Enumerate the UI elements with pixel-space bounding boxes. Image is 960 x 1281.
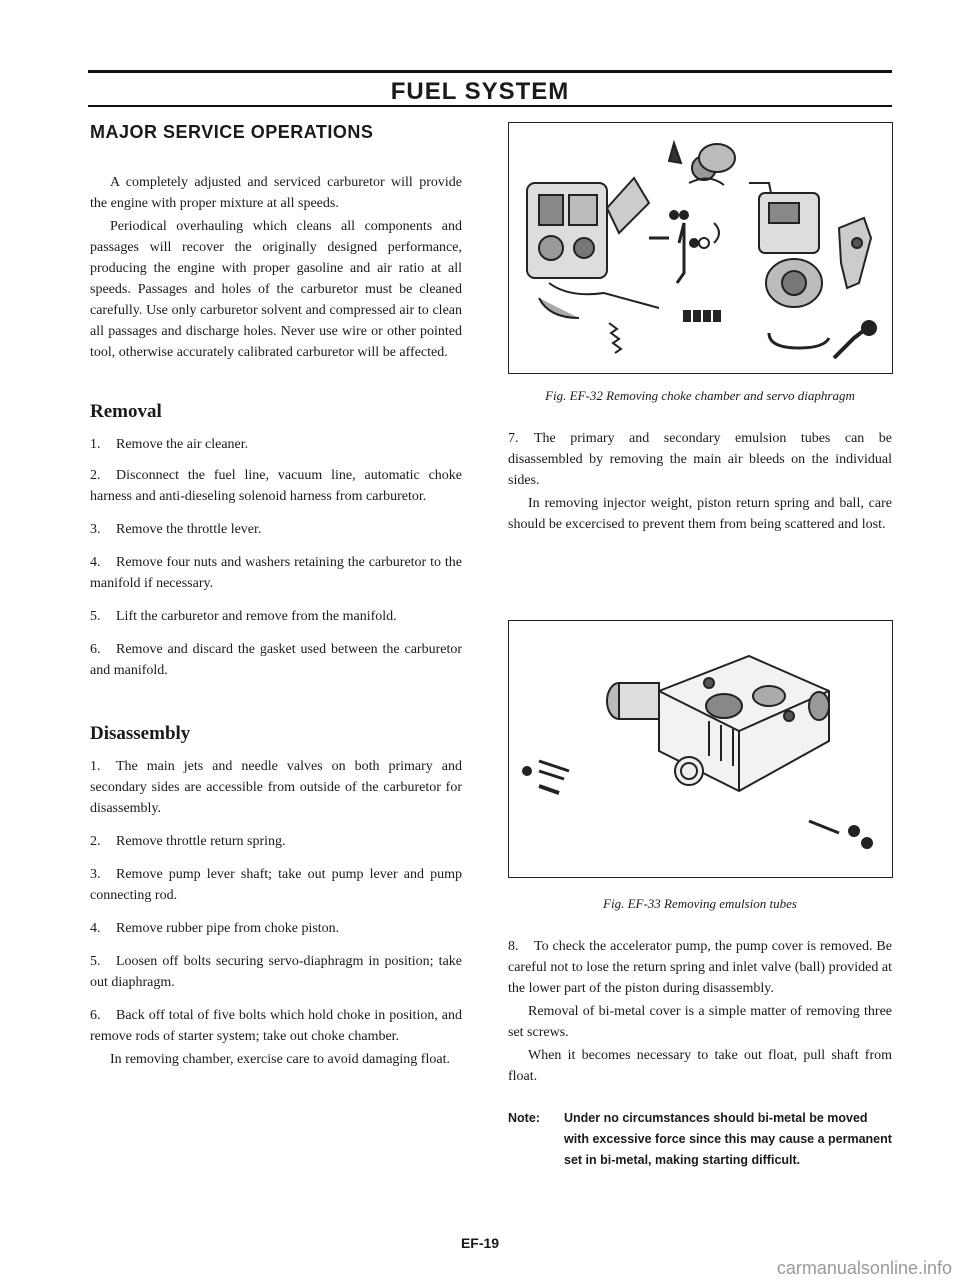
step-8-continued-2: When it becomes necessary to take out float, pull shaft from float.: [508, 1048, 892, 1084]
left-column: [90, 172, 462, 1072]
step-number: 5.: [90, 609, 101, 624]
step-number: 6.: [90, 1008, 101, 1023]
step-text: Remove pump lever shaft; take out pump lever and pump connecting rod.: [90, 867, 462, 903]
step-text: Remove and discard the gasket used between the carburetor and manifold.: [90, 642, 462, 678]
page-number: EF-19: [460, 1235, 500, 1251]
disassembly-step-6-continued: In removing chamber, exercise care to avoid damaging float.: [110, 1052, 450, 1067]
section-title: MAJOR SERVICE OPERATIONS: [90, 122, 374, 142]
header-rule-bottom: [88, 105, 892, 107]
disassembly-step-4: [90, 918, 462, 939]
figure-ef-32-caption: Fig. EF-32 Removing choke chamber and servo diaphragm: [545, 388, 855, 403]
step-text: Back off total of five bolts which hold choke in position, and remove rods of starter system; take out choke chamber.: [90, 1008, 462, 1044]
removal-step-5: [90, 606, 462, 627]
step-number: 4.: [90, 555, 101, 570]
step-number: 1.: [90, 437, 101, 452]
step-8-continued-1: Removal of bi-metal cover is a simple matter of removing three set screws.: [508, 1004, 892, 1040]
step-text: Loosen off bolts securing servo-diaphragm in position; take out diaphragm.: [90, 954, 462, 990]
disassembly-step-5: [90, 951, 462, 993]
step-number: 7.: [508, 431, 519, 446]
removal-step-3: [90, 519, 462, 540]
step-number: 2.: [90, 468, 101, 483]
step-8: [508, 936, 892, 999]
intro-paragraph-2: Periodical overhauling which cleans all components and passages will recover the originally designed performance, producing the engine with proper gasoline and air ratio at all speeds. Passages and holes of the carburetor must be cleaned carefully. Use only carburetor solvent and compressed air to clean all passages and discharge holes. Never use wire or other pointed tool, otherwise accurately calibrated carburetor will be affected.: [90, 219, 462, 360]
intro-paragraph-1: A completely adjusted and serviced carburetor will provide the engine with proper mixture at all speeds.: [90, 175, 462, 211]
step-text: The main jets and needle valves on both primary and secondary sides are accessible from outside of the carburetor for disassembly.: [90, 759, 462, 816]
step-text: The primary and secondary emulsion tubes can be disassembled by removing the main air bleeds on the individual sides.: [508, 431, 892, 488]
step-number: 3.: [90, 867, 101, 882]
step-number: 5.: [90, 954, 101, 969]
step-7-continued: In removing injector weight, piston return spring and ball, care should be excercised to prevent them from being scattered and lost.: [508, 496, 892, 532]
note-label: Note:: [508, 1111, 540, 1125]
disassembly-step-6: [90, 1005, 462, 1047]
disassembly-step-2: [90, 831, 462, 852]
step-number: 2.: [90, 834, 101, 849]
step-text: To check the accelerator pump, the pump cover is removed. Be careful not to lose the return spring and inlet valve (ball) provided at the lower part of the piston during disassembly.: [508, 939, 892, 996]
step-number: 8.: [508, 939, 519, 954]
disassembly-heading: Disassembly: [90, 723, 191, 744]
removal-step-1: [90, 434, 462, 455]
figure-ef-33: [508, 620, 893, 878]
figure-ef-33-caption: Fig. EF-33 Removing emulsion tubes: [603, 896, 797, 911]
step-7: [508, 428, 892, 491]
removal-step-6: [90, 639, 462, 681]
step-number: 1.: [90, 759, 101, 774]
step-text: Disconnect the fuel line, vacuum line, automatic choke harness and anti-dieseling solenoid harness from carburetor.: [90, 468, 462, 504]
right-column-upper: [508, 428, 892, 537]
disassembly-step-1: [90, 756, 462, 819]
page-header-title: FUEL SYSTEM: [390, 78, 570, 105]
watermark: carmanualsonline.info: [776, 1258, 952, 1278]
step-number: 6.: [90, 642, 101, 657]
step-number: 3.: [90, 522, 101, 537]
step-text: Remove four nuts and washers retaining the carburetor to the manifold if necessary.: [90, 555, 462, 591]
disassembly-step-3: [90, 864, 462, 906]
removal-step-4: [90, 552, 462, 594]
removal-heading: Removal: [90, 401, 162, 422]
step-number: 4.: [90, 921, 101, 936]
note-block: [508, 1108, 892, 1171]
header-rule-top: [88, 70, 892, 73]
emulsion-tube-illustration: [509, 621, 892, 877]
step-text: Remove throttle return spring.: [116, 834, 286, 849]
choke-chamber-illustration: [509, 123, 892, 373]
step-text: Lift the carburetor and remove from the manifold.: [116, 609, 397, 624]
right-column-lower: [508, 936, 892, 1089]
step-text: Remove the air cleaner.: [116, 437, 249, 452]
note-text: Under no circumstances should bi-metal be moved with excessive force since this may cause a permanent set in bi-metal, making starting difficult.: [564, 1111, 892, 1167]
removal-step-2: [90, 465, 462, 507]
figure-ef-32: [508, 122, 893, 374]
step-text: Remove the throttle lever.: [116, 522, 262, 537]
step-text: Remove rubber pipe from choke piston.: [116, 921, 340, 936]
